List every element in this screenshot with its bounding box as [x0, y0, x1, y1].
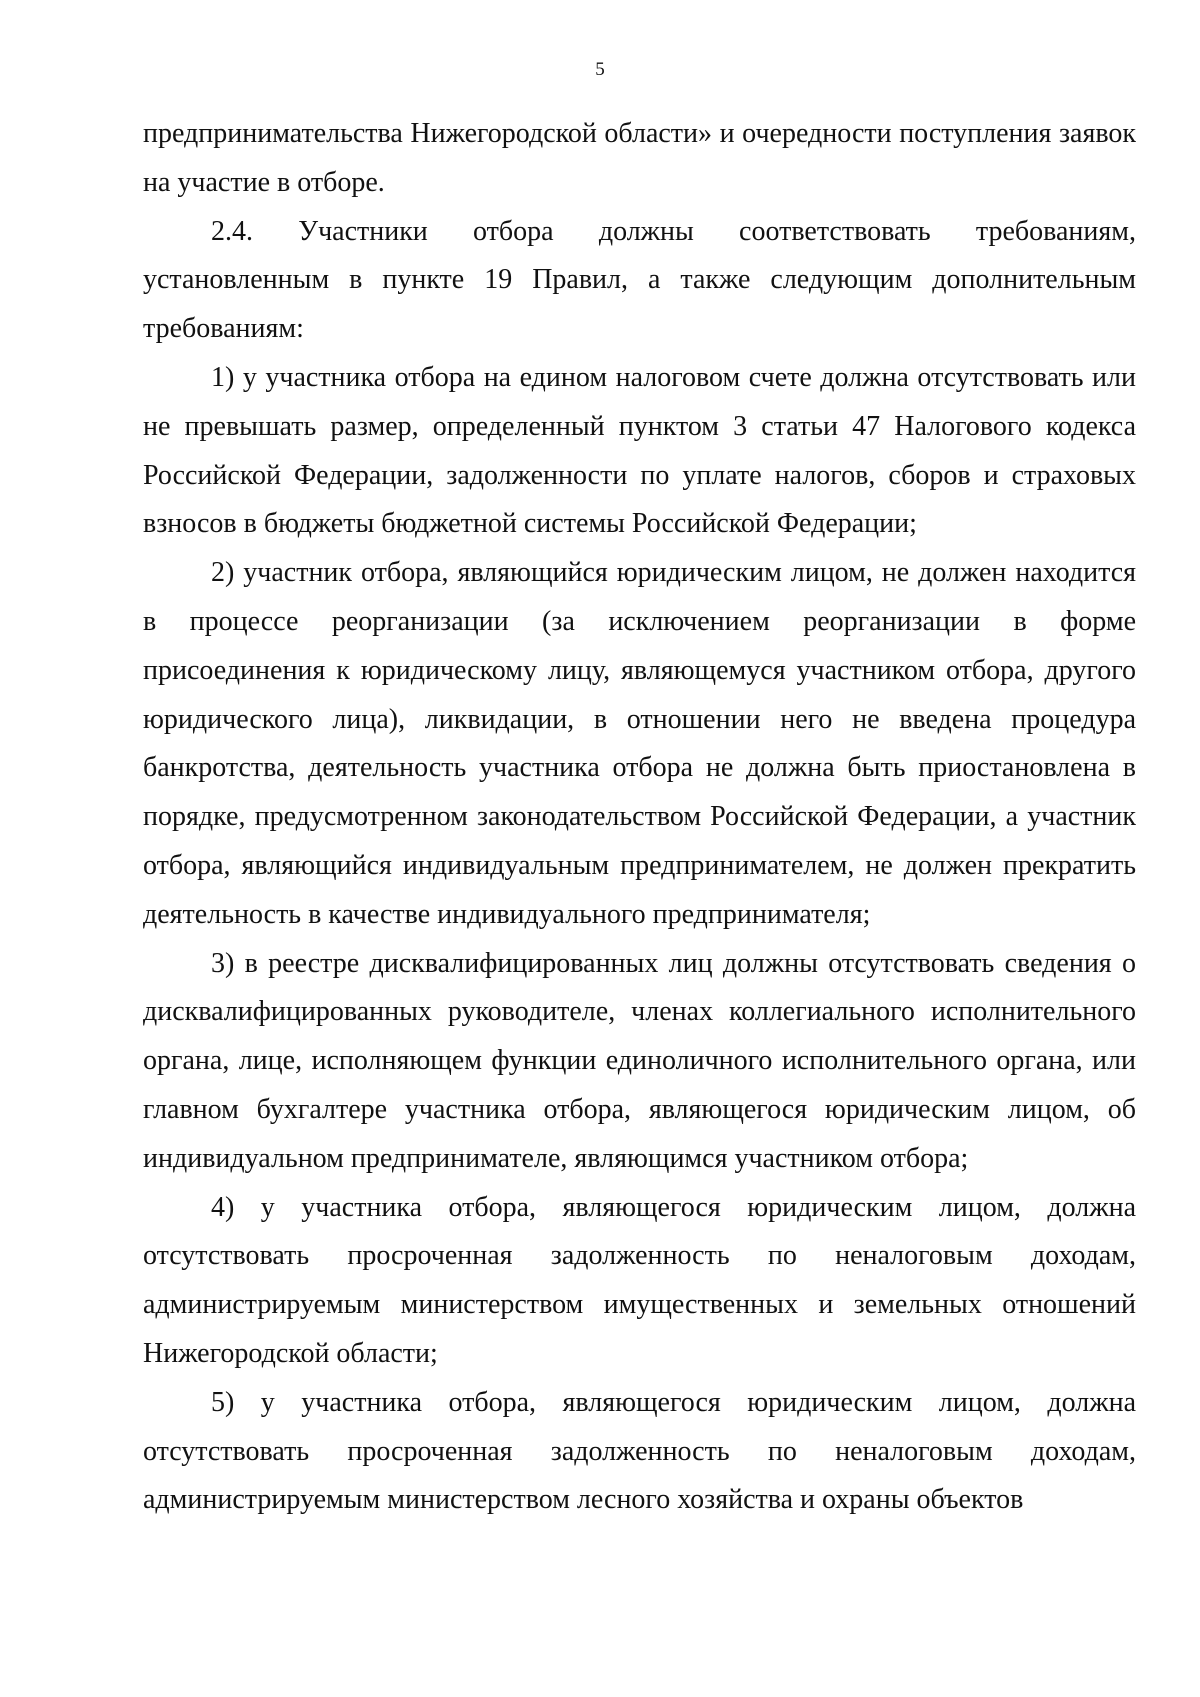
paragraph-item-3: 3) в реестре дисквалифицированных лиц должны отсутствовать сведения о дисквалифицированных руководителе, членах коллегиального исполнительного органа, лице, исполняющем функции единоличного исполнительного органа, или главном бухгалтере участника отбора, являющегося юридическим лицом, об индивидуальном предпринимателе, являющимся участником отбора; — [143, 947, 1136, 1174]
paragraph-continuation: предпринимательства Нижегородской области» и очередности поступления заявок на участие в отборе. — [143, 118, 1136, 198]
paragraph-item-4: 4) у участника отбора, являющегося юридическим лицом, должна отсутствовать просроченная задолженность по неналоговым доходам, администрируемым министерством имущественных и земельных отношений Нижегородской области; — [143, 1191, 1136, 1369]
document-body — [143, 110, 1136, 1525]
page-number: 5 — [595, 59, 605, 80]
paragraph-item-5: 5) у участника отбора, являющегося юридическим лицом, должна отсутствовать просроченная задолженность по неналоговым доходам, администрируемым министерством лесного хозяйства и охраны объектов — [143, 1386, 1136, 1516]
paragraph-item-2: 2) участник отбора, являющийся юридическим лицом, не должен находится в процессе реорганизации (за исключением реорганизации в форме присоединения к юридическому лицу, являющемуся участником отбора, другого юридического лица), ликвидации, в отношении него не введена процедура банкротства, деятельность участника отбора не должна быть приостановлена в порядке, предусмотренном законодательством Российской Федерации, а участник отбора, являющийся индивидуальным предпринимателем, не должен прекратить деятельность в качестве индивидуального предпринимателя; — [143, 557, 1136, 930]
paragraph-item-1: 1) у участника отбора на едином налоговом счете должна отсутствовать или не превышать размер, определенный пунктом 3 статьи 47 Налогового кодекса Российской Федерации, задолженности по уплате налогов, сборов и страховых взносов в бюджеты бюджетной системы Российской Федерации; — [143, 361, 1136, 540]
paragraph-clause-2-4: 2.4. Участники отбора должны соответствовать требованиям, установленным в пункте 19 Правил, а также следующим дополнительным требованиям: — [143, 215, 1136, 345]
